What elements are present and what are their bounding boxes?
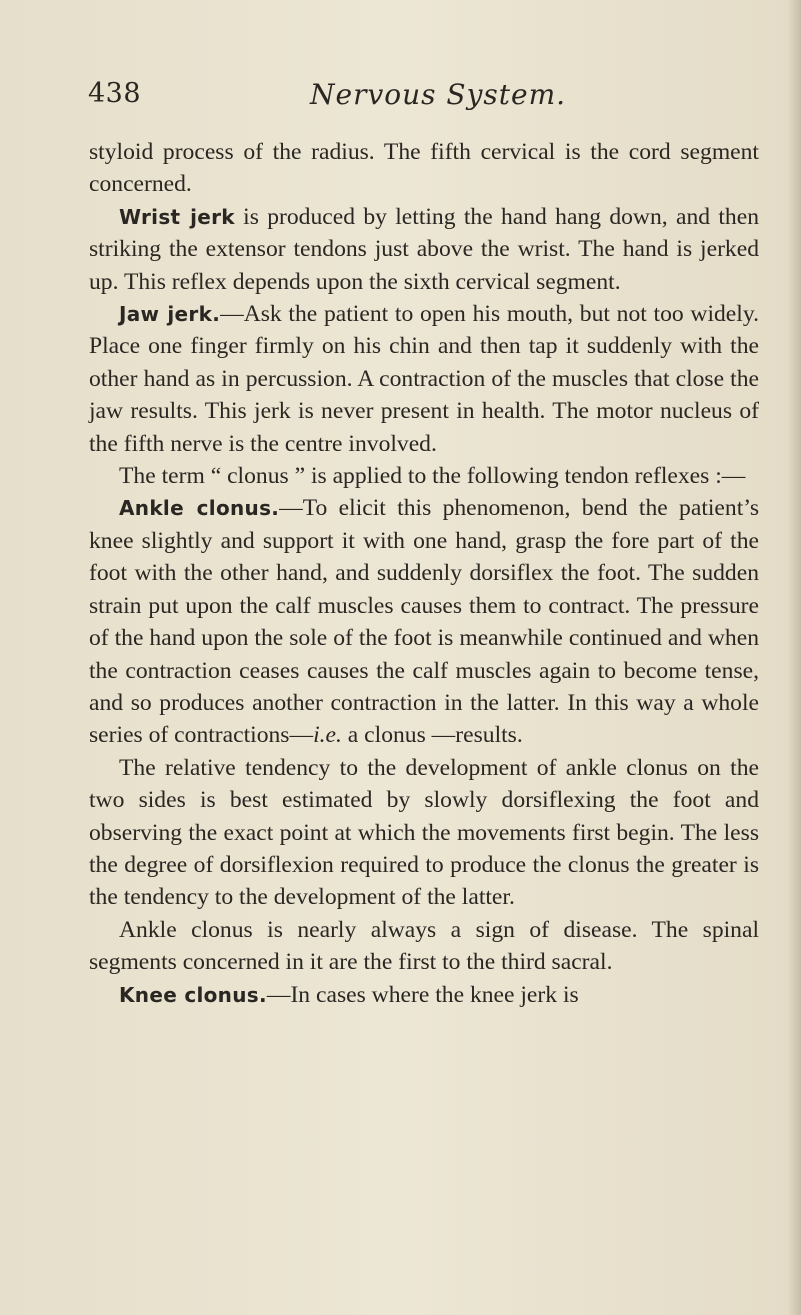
paragraph-text: The term “ clonus ” is applied to the following tendon reflexes :— <box>119 463 746 490</box>
paragraph-wrist-jerk <box>89 201 759 298</box>
body-text <box>89 136 759 1011</box>
paragraph-relative-tendency <box>89 752 759 914</box>
paragraph-clonus-intro <box>89 460 759 492</box>
page-edge-shadow <box>787 0 801 1315</box>
section-heading-ankle-clonus: Ankle clonus. <box>119 496 280 521</box>
running-head: Nervous System. <box>310 78 567 111</box>
section-heading-wrist-jerk: Wrist jerk <box>119 204 235 229</box>
paragraph-text: —Ask the patient to open his mouth, but not too widely. Place one finger firmly on his chin and then tap it suddenly with the other hand as in percussion. A contraction of the muscles that close the jaw results. This jerk is never present in health. The motor nucleus of the fifth nerve is the centre involved. <box>89 301 759 457</box>
paragraph-text: —In cases where the knee jerk is <box>266 981 579 1008</box>
paragraph-text: styloid process of the radius. The fifth cervical is the cord segment concerned. <box>89 139 759 198</box>
paragraph-text: Ankle clonus is nearly always a sign of disease. The spinal segments concerned in it are the first to the third sacral. <box>89 916 759 976</box>
paragraph-ankle-clonus <box>89 492 759 751</box>
paragraph-text: —To elicit this phenomenon, bend the patient’s knee slightly and support it with one hand, grasp the fore part of the foot with the other hand, and suddenly dorsiflex the foot. The sudden strain put upon the calf muscles causes them to contract. The pressure of the hand upon the sole of the foot is meanwhile continued and when the contraction ceases causes the calf muscles again to become tense, and so produces another contraction in the latter. In this way a whole series of contractions— <box>89 495 759 749</box>
section-heading-knee-clonus: Knee clonus. <box>119 982 267 1007</box>
italic-abbreviation: i.e. <box>313 722 342 749</box>
paragraph-text-tail: a clonus —results. <box>341 722 523 749</box>
paragraph-continuation <box>89 136 759 201</box>
paragraph-ankle-clonus-disease <box>89 914 759 979</box>
paragraph-knee-clonus <box>89 979 759 1011</box>
page-number: 438 <box>88 78 142 109</box>
paragraph-text: is produced by letting the hand hang down, and then striking the extensor tendons just above the wrist. The hand is jerked up. This reflex depends upon the sixth cervical segment. <box>89 203 759 295</box>
section-heading-jaw-jerk: Jaw jerk. <box>119 302 221 327</box>
page-header <box>88 78 748 118</box>
paragraph-text: The relative tendency to the development of ankle clonus on the two sides is best estimated by slowly dorsiflexing the foot and observing the exact point at which the movements first begin. The less the degree of dorsiflexion required to produce the clonus the greater is the tendency to the development of the latter. <box>89 754 759 911</box>
paragraph-jaw-jerk <box>89 298 759 460</box>
